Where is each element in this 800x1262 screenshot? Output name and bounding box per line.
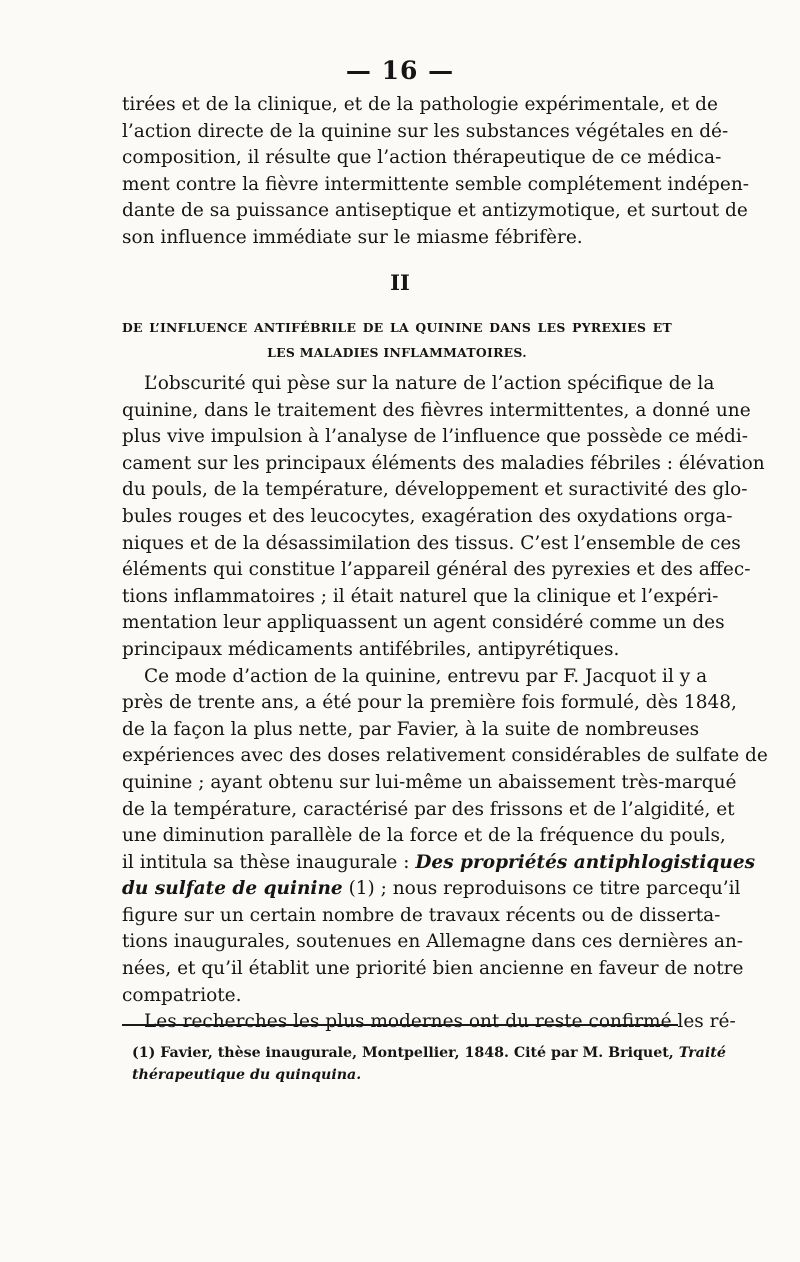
text-line: de la façon la plus nette, par Favier, à la suite de nombreuses [122, 718, 700, 740]
footnote-title-fragment: Traité [678, 1045, 726, 1061]
text-line: composition, il résulte que l’action thérapeutique de ce médica- [122, 147, 722, 169]
footnote-text: (1) Favier, thèse inaugurale, Montpellier, 1848. Cité par M. Briquet, [132, 1045, 679, 1061]
text-line: l’action directe de la quinine sur les substances végétales en dé- [122, 120, 729, 142]
body-text [122, 371, 768, 1036]
text-line: bules rouges et des leucocytes, exagération des oxydations orga- [122, 505, 733, 527]
text-line [122, 876, 741, 903]
thesis-title-fragment: du sulfate de quinine [122, 878, 343, 900]
text-line: près de trente ans, a été pour la première fois formulé, dès 1848, [122, 692, 737, 714]
section-heading-line: DE L’INFLUENCE ANTIFÉBRILE DE LA QUININE DANS LES PYREXIES ET [122, 320, 672, 335]
text-line: cament sur les principaux éléments des maladies fébriles : élévation [122, 452, 765, 474]
text-line: compatriote. [122, 984, 242, 1006]
text-line: ment contre la fièvre intermittente semble complétement indépen- [122, 173, 749, 195]
text-line: dante de sa puissance antiseptique et antizymotique, et surtout de [122, 200, 748, 222]
text-line: tions inflammatoires ; il était naturel que la clinique et l’expéri- [122, 585, 719, 607]
text-line: principaux médicaments antifébriles, antipyrétiques. [122, 638, 620, 660]
text-line: figure sur un certain nombre de travaux récents ou de disserta- [122, 904, 721, 926]
text-line: son influence immédiate sur le miasme fébrifère. [122, 226, 583, 248]
text-line: expériences avec des doses relativement considérables de sulfate de [122, 745, 768, 767]
text-line: une diminution parallèle de la force et de la fréquence du pouls, [122, 825, 726, 847]
text-line: Ce mode d’action de la quinine, entrevu par F. Jacquot il y a [144, 665, 708, 687]
text-line: niques et de la désassimilation des tissus. C’est l’ensemble de ces [122, 532, 741, 554]
text-line [122, 850, 756, 877]
text-line: éléments qui constitue l’appareil général des pyrexies et des affec- [122, 559, 751, 581]
text-line: plus vive impulsion à l’analyse de l’influence que possède ce médi- [122, 426, 749, 448]
text-line: tions inaugurales, soutenues en Allemagne dans ces dernières an- [122, 931, 744, 953]
text-line: L’obscurité qui pèse sur la nature de l’action spécifique de la [144, 373, 715, 394]
text-line: Les recherches les plus modernes ont du reste confirmé les ré- [144, 1011, 736, 1033]
page-number: — 16 — [345, 56, 455, 85]
text-line: quinine ; ayant obtenu sur lui-même un abaissement très-marqué [122, 771, 737, 793]
footnote-divider [122, 1024, 678, 1026]
footnote [132, 1042, 726, 1086]
text-line: quinine, dans le traitement des fièvres intermittentes, a donné une [122, 399, 751, 421]
text-line: tirées et de la clinique, et de la pathologie expérimentale, et de [122, 94, 718, 115]
top-paragraph [122, 92, 749, 252]
text-fragment: il intitula sa thèse inaugurale : [122, 851, 416, 873]
text-fragment: (1) ; nous reproduisons ce titre parcequ’il [342, 878, 741, 900]
section-heading-line: LES MALADIES INFLAMMATOIRES. [267, 345, 527, 360]
footnote-line: thérapeutique du quinquina. [132, 1067, 362, 1083]
section-heading [122, 315, 672, 365]
thesis-title-fragment: Des propriétés antiphlogistiques [415, 851, 756, 873]
text-line: de la température, caractérisé par des frissons et de l’algidité, et [122, 798, 735, 820]
text-line: du pouls, de la température, développement et suractivité des glo- [122, 479, 748, 501]
text-line: nées, et qu’il établit une priorité bien ancienne en faveur de notre [122, 958, 744, 980]
section-number: II [390, 270, 410, 295]
footnote-line [132, 1042, 726, 1064]
text-line: mentation leur appliquassent un agent considéré comme un des [122, 612, 725, 634]
